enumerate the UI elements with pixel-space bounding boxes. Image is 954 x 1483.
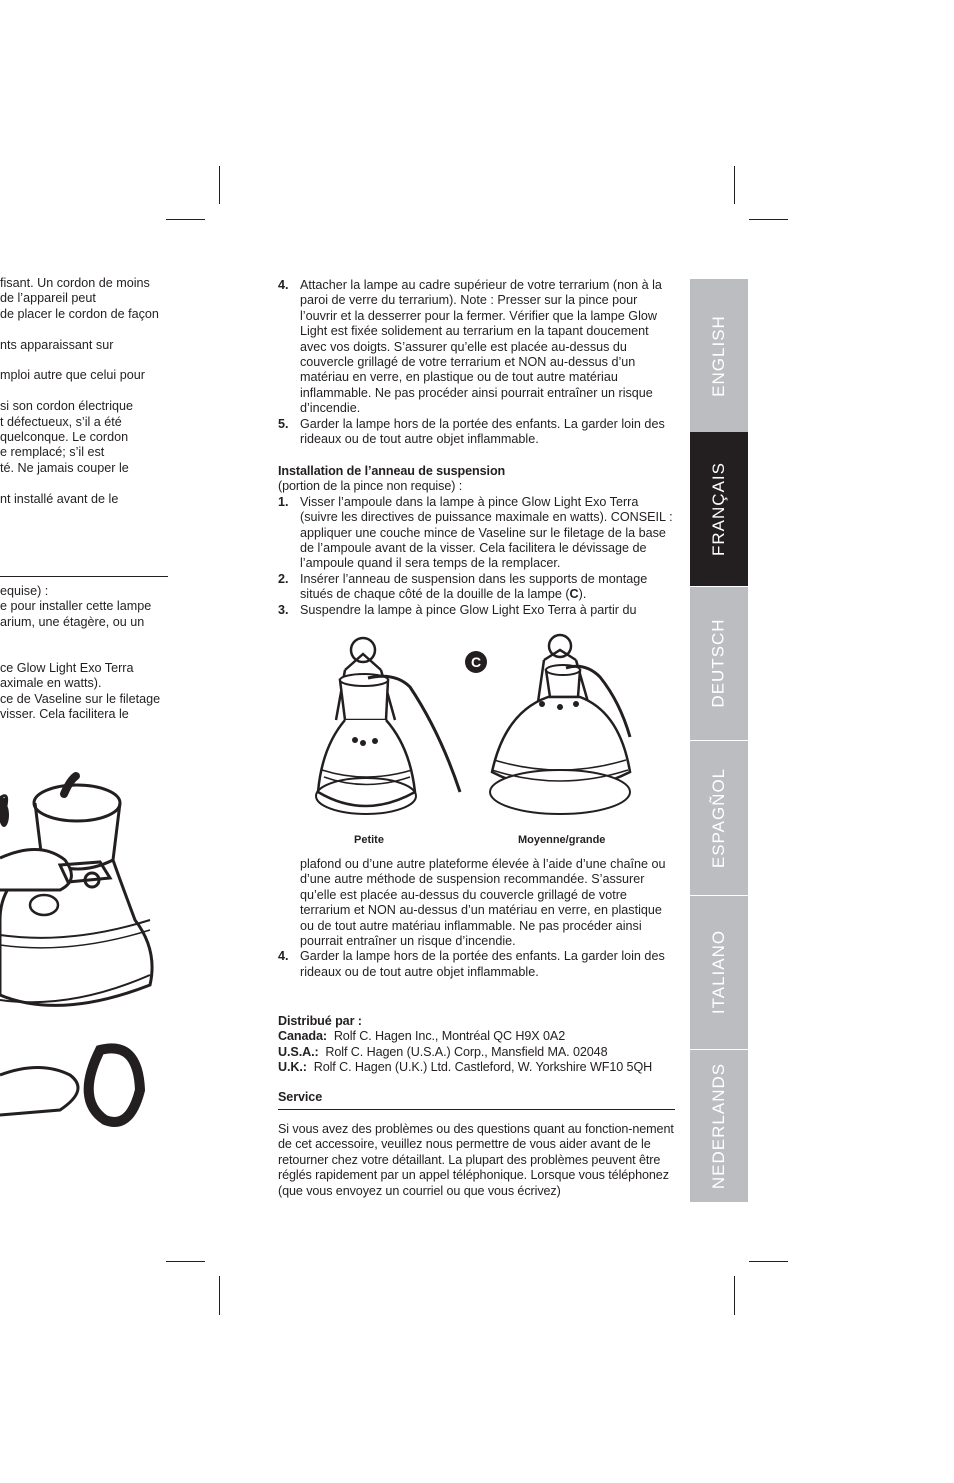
distributor-address: Rolf C. Hagen Inc., Montréal QC H9X 0A2 xyxy=(333,1029,566,1044)
previous-page-line: té. Ne jamais couper le xyxy=(0,460,129,475)
distributor-line xyxy=(278,1045,676,1060)
tab-deutsch[interactable] xyxy=(690,586,748,740)
crop-mark xyxy=(734,166,735,204)
distributor-address: Rolf C. Hagen (U.S.A.) Corp., Mansfield MA. 02048 xyxy=(325,1044,608,1059)
previous-page-line: nts apparaissant sur xyxy=(0,337,114,352)
tab-divider xyxy=(690,740,748,741)
figure-reference: C xyxy=(569,587,579,602)
step-text xyxy=(300,572,676,603)
step-text: Garder la lampe hors de la portée des enfants. La garder loin des rideaux ou de tout autre objet inflammable. xyxy=(300,416,665,447)
previous-page-line: quelconque. Le cordon xyxy=(0,430,129,444)
service-section xyxy=(278,1090,676,1105)
section-heading: Installation de l’anneau de suspension xyxy=(278,464,506,478)
crop-mark xyxy=(219,166,220,204)
step-4 xyxy=(278,278,676,417)
tab-nederlands[interactable] xyxy=(690,1049,748,1202)
suspension-step-3 xyxy=(278,603,676,618)
previous-page-illustration xyxy=(0,770,170,1140)
tab-francais[interactable] xyxy=(690,432,748,586)
suspension-step-4 xyxy=(278,949,676,980)
previous-page-line: t défectueux, s’il a été xyxy=(0,414,122,429)
step-number: 3. xyxy=(278,602,289,617)
section-subheading: (portion de la pince non requise) : xyxy=(278,479,463,494)
tab-divider xyxy=(690,895,748,896)
step-number: 1. xyxy=(278,494,289,509)
tab-label: NEDERLANDS xyxy=(709,1062,729,1189)
crop-mark xyxy=(219,1276,220,1315)
distributor-line xyxy=(278,1029,676,1044)
distributor-section xyxy=(278,1014,676,1076)
tab-label: ESPAGÑOL xyxy=(709,767,728,868)
continuation-section xyxy=(278,857,676,980)
distributor-line xyxy=(278,1060,676,1075)
lamp-illustration xyxy=(300,632,640,832)
tab-divider xyxy=(690,586,748,587)
step-text: plafond ou d’une autre plateforme élevée à l’aide d’une chaîne ou d’une autre méthode de suspension recommandée. S’assurer qu’elle est placée au-dessus du couvercle grillagé de votre terrarium et NON au-dessus d’un matériau en verre, en plastique ou de tout autre matériau inflammable. Ne pas procéder ainsi pourrait entraîner un risque d’incendie. xyxy=(300,857,666,949)
distributor-country: Canada: xyxy=(278,1029,327,1044)
step-text: Garder la lampe hors de la portée des enfants. La garder loin des rideaux ou de tout autre objet inflammable. xyxy=(300,949,665,979)
previous-page-line: de placer le cordon de façon xyxy=(0,306,159,321)
previous-page-line: ce Glow Light Exo Terra xyxy=(0,661,134,675)
figure-label: C xyxy=(470,654,482,670)
step-number: 2. xyxy=(278,571,289,586)
previous-page-line: e pour installer cette lampe xyxy=(0,599,152,614)
tab-label: ITALIANO xyxy=(709,929,729,1015)
crop-mark xyxy=(749,219,788,220)
previous-page-line: si son cordon électrique xyxy=(0,399,134,414)
previous-page-line: equise) : xyxy=(0,584,49,598)
previous-page-line: arium, une étagère, ou un xyxy=(0,614,145,629)
previous-page-line: fisant. Un cordon de moins xyxy=(0,276,150,290)
caption-large: Moyenne/grande xyxy=(518,834,606,846)
suspension-section xyxy=(278,464,676,618)
distributor-country: U.S.A.: xyxy=(278,1044,319,1059)
tab-italiano[interactable] xyxy=(690,895,748,1049)
previous-page-line: nt installé avant de le xyxy=(0,491,119,506)
previous-page-line: ce de Vaseline sur le filetage xyxy=(0,691,161,706)
previous-page-line: mploi autre que celui pour xyxy=(0,368,145,383)
tab-label: FRANÇAIS xyxy=(709,462,728,556)
step-3-continued xyxy=(278,857,676,949)
previous-page-line: e remplacé; s’il est xyxy=(0,445,105,460)
distributor-address: Rolf C. Hagen (U.K.) Ltd. Castleford, W. Yorkshire WF10 5QH xyxy=(313,1060,653,1075)
previous-page-line: aximale en watts). xyxy=(0,676,102,691)
step-number: 4. xyxy=(278,278,289,292)
service-heading: Service xyxy=(278,1090,323,1104)
previous-page-line: visser. Cela facilitera le xyxy=(0,707,129,722)
suspension-step-1 xyxy=(278,495,676,572)
step-number: 4. xyxy=(278,949,289,964)
previous-page-line: de l’appareil peut xyxy=(0,291,96,306)
tab-english[interactable] xyxy=(690,279,748,432)
step-number: 5. xyxy=(278,416,289,431)
crop-mark xyxy=(166,219,205,220)
distributor-heading: Distribué par : xyxy=(278,1014,362,1028)
crop-mark xyxy=(749,1261,788,1262)
main-column xyxy=(278,278,676,447)
distributor-country: U.K.: xyxy=(278,1060,307,1075)
step-text-part: Insérer l’anneau de suspension dans les supports de montage situés de chaque côté de la douille de la lampe ( xyxy=(300,571,648,602)
tab-label: DEUTSCH xyxy=(709,618,729,708)
tab-divider xyxy=(690,1049,748,1050)
tab-espagnol[interactable] xyxy=(690,740,748,895)
suspension-step-2 xyxy=(278,572,676,603)
large-lamp-drawing xyxy=(490,635,630,814)
previous-page-rule xyxy=(0,576,168,577)
crop-mark xyxy=(166,1261,205,1262)
service-text: Si vous avez des problèmes ou des questions quant au fonction-nement de cet accessoire, veuillez nous permettre de vous aider avant de le retourner chez votre détaillant. La plupart des problèmes peuvent être réglés rapidement par un appel téléphonique. Lorsque vous téléphonez (que vous envoyez un courriel ou que vous écrivez) xyxy=(278,1122,674,1198)
tab-label: ENGLISH xyxy=(709,314,729,397)
step-text-part: ). xyxy=(578,587,587,602)
service-rule xyxy=(278,1109,675,1110)
step-text: Visser l’ampoule dans la lampe à pince Glow Light Exo Terra (suivre les directives de puissance maximale en watts). CONSEIL : appliquer une couche mince de Vaseline sur le filetage de la base de l’ampoule avant de la visser. Cela facilitera le dévissage de l’ampoule quand il sera temps de la remplacer. xyxy=(300,494,673,571)
crop-mark xyxy=(734,1276,735,1315)
step-text: Suspendre la lampe à pince Glow Light Exo Terra à partir du xyxy=(300,602,637,617)
step-5 xyxy=(278,417,676,448)
step-text: Attacher la lampe au cadre supérieur de votre terrarium (non à la paroi de verre du terrarium). Note : Presser sur la pince pour l’ouvrir et la desserrer pour la fermer. Vérifier que la lampe Glow Light est fixée solidement au terrarium en la tapant doucement avec vos doigts. S’assurer qu’elle est placée au-dessus du couvercle grillagé de votre terrarium et NON au-dessus d’un matériau en verre, en plastique ou de tout autre matériau inflammable. Ne pas procéder ainsi pourrait entraîner un risque d’incendie. xyxy=(300,278,662,416)
small-lamp-drawing xyxy=(316,638,460,814)
previous-page-column xyxy=(0,276,170,766)
caption-small: Petite xyxy=(354,834,384,846)
